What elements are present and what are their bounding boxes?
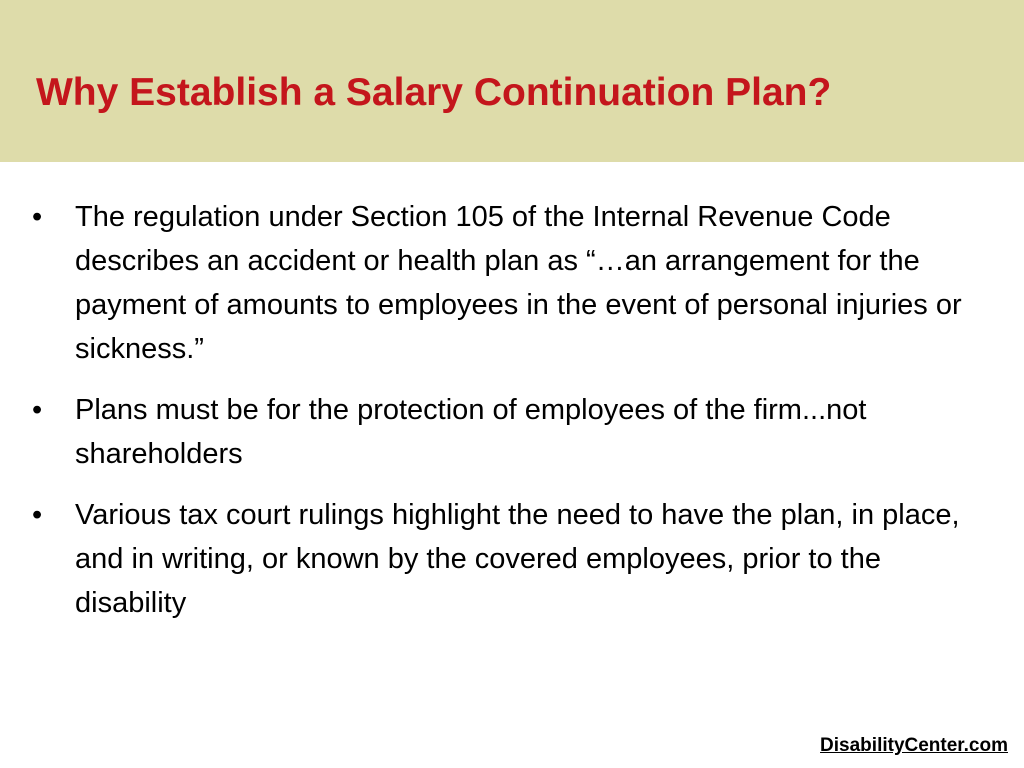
bullet-item <box>32 388 992 476</box>
slide-title: Why Establish a Salary Continuation Plan? <box>36 71 832 114</box>
footer-link[interactable]: DisabilityCenter.com <box>820 735 1008 756</box>
bullet-dot-icon: • <box>32 499 43 531</box>
bullet-dot-icon: • <box>32 201 43 233</box>
bullet-dot-icon: • <box>32 394 43 426</box>
bullet-item <box>32 493 992 625</box>
bullet-item <box>32 195 992 371</box>
bullet-text: Plans must be for the protection of employees of the firm...not shareholders <box>75 394 867 470</box>
bullet-list <box>32 195 992 642</box>
bullet-text: Various tax court rulings highlight the need to have the plan, in place, and in writing, or known by the covered employees, prior to the disability <box>75 499 960 619</box>
bullet-text: The regulation under Section 105 of the Internal Revenue Code describes an accident or health plan as “…an arrangement for the payment of amounts to employees in the event of personal injuries or sickness.” <box>75 201 962 365</box>
